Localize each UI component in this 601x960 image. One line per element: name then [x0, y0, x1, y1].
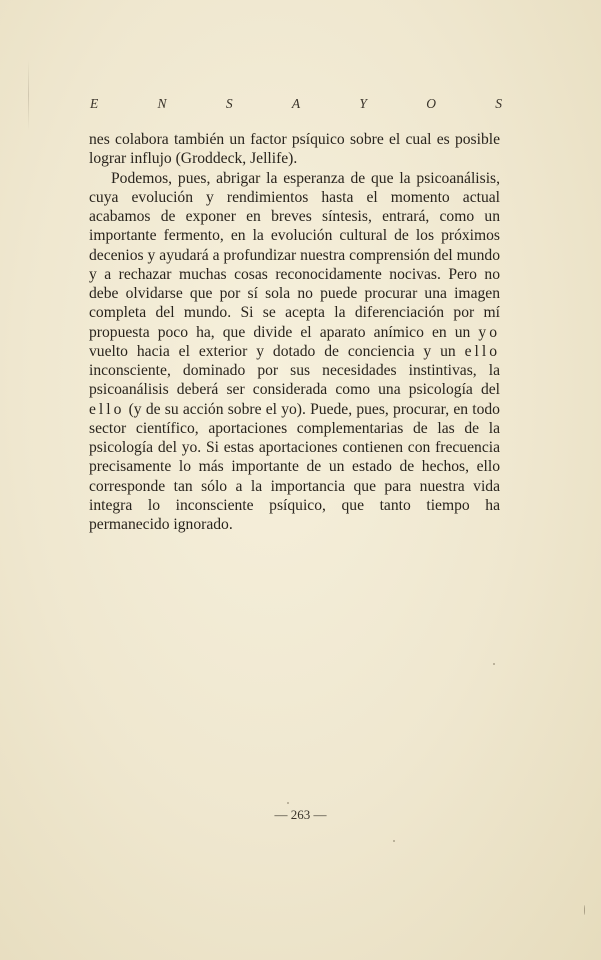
running-head-letter: S: [495, 96, 502, 111]
paragraph-2-part: inconsciente, dominado por sus necesidades instintivas, la psicoanálisis deberá ser considerada como una psicología del: [89, 362, 500, 399]
running-head-letter: E: [90, 96, 99, 111]
paragraph-2-part: Podemos, pues, abrigar la esperanza de que la psicoanálisis, cuya evolución y rendimientos hasta el momento actual acabamos de exponer en breves síntesis, entrará, como un importante fermento, en la evolución cultural de los próximos decenios y ayudará a profundizar nuestra comprensión del mundo y a rechazar muchas cosas reconocidamente nocivas. Pero no debe olvidarse que por sí sola no puede procurar una imagen completa del mundo. Si se acepta la diferenciación por mí propuesta poco ha, que divide el aparato anímico en un: [89, 169, 500, 341]
paper-speck: [584, 905, 585, 915]
paper-speck: [393, 840, 395, 842]
paragraph-1: nes colabora también un factor psíquico sobre el cual es posible lograr influjo (Groddeck, Jellife).: [89, 131, 500, 168]
paragraph-2-part: (y de su acción sobre el yo). Puede, pues, procurar, en todo sector científico, aportaciones complementarias de las de la psicología del yo. Si estas aportaciones contienen con frecuencia precisamente lo más importante de un estado de hechos, ello corresponde tan sólo a la importancia que para nuestra vida integra lo inconsciente psíquico, que tanto tiempo ha permanecido ignorado.: [89, 400, 500, 533]
page-number: — 263 —: [274, 807, 327, 822]
running-head: [90, 96, 502, 112]
paragraph-2-part: vuelto hacia el exterior y dotado de conciencia y un: [89, 342, 456, 360]
paper-speck: [493, 663, 495, 665]
running-head-letter: Y: [359, 96, 367, 111]
paragraph-2: [89, 169, 500, 535]
body-text: [89, 130, 500, 534]
page-fold-mark: [28, 60, 29, 130]
term-ello: ello: [89, 400, 125, 418]
running-head-letter: S: [225, 96, 233, 111]
running-head-letter: O: [426, 96, 436, 111]
term-ello: ello: [464, 342, 500, 360]
paper-speck: [287, 802, 289, 804]
running-head-letter: N: [157, 96, 167, 111]
running-head-letter: A: [291, 96, 301, 111]
term-yo: yo: [478, 323, 500, 341]
